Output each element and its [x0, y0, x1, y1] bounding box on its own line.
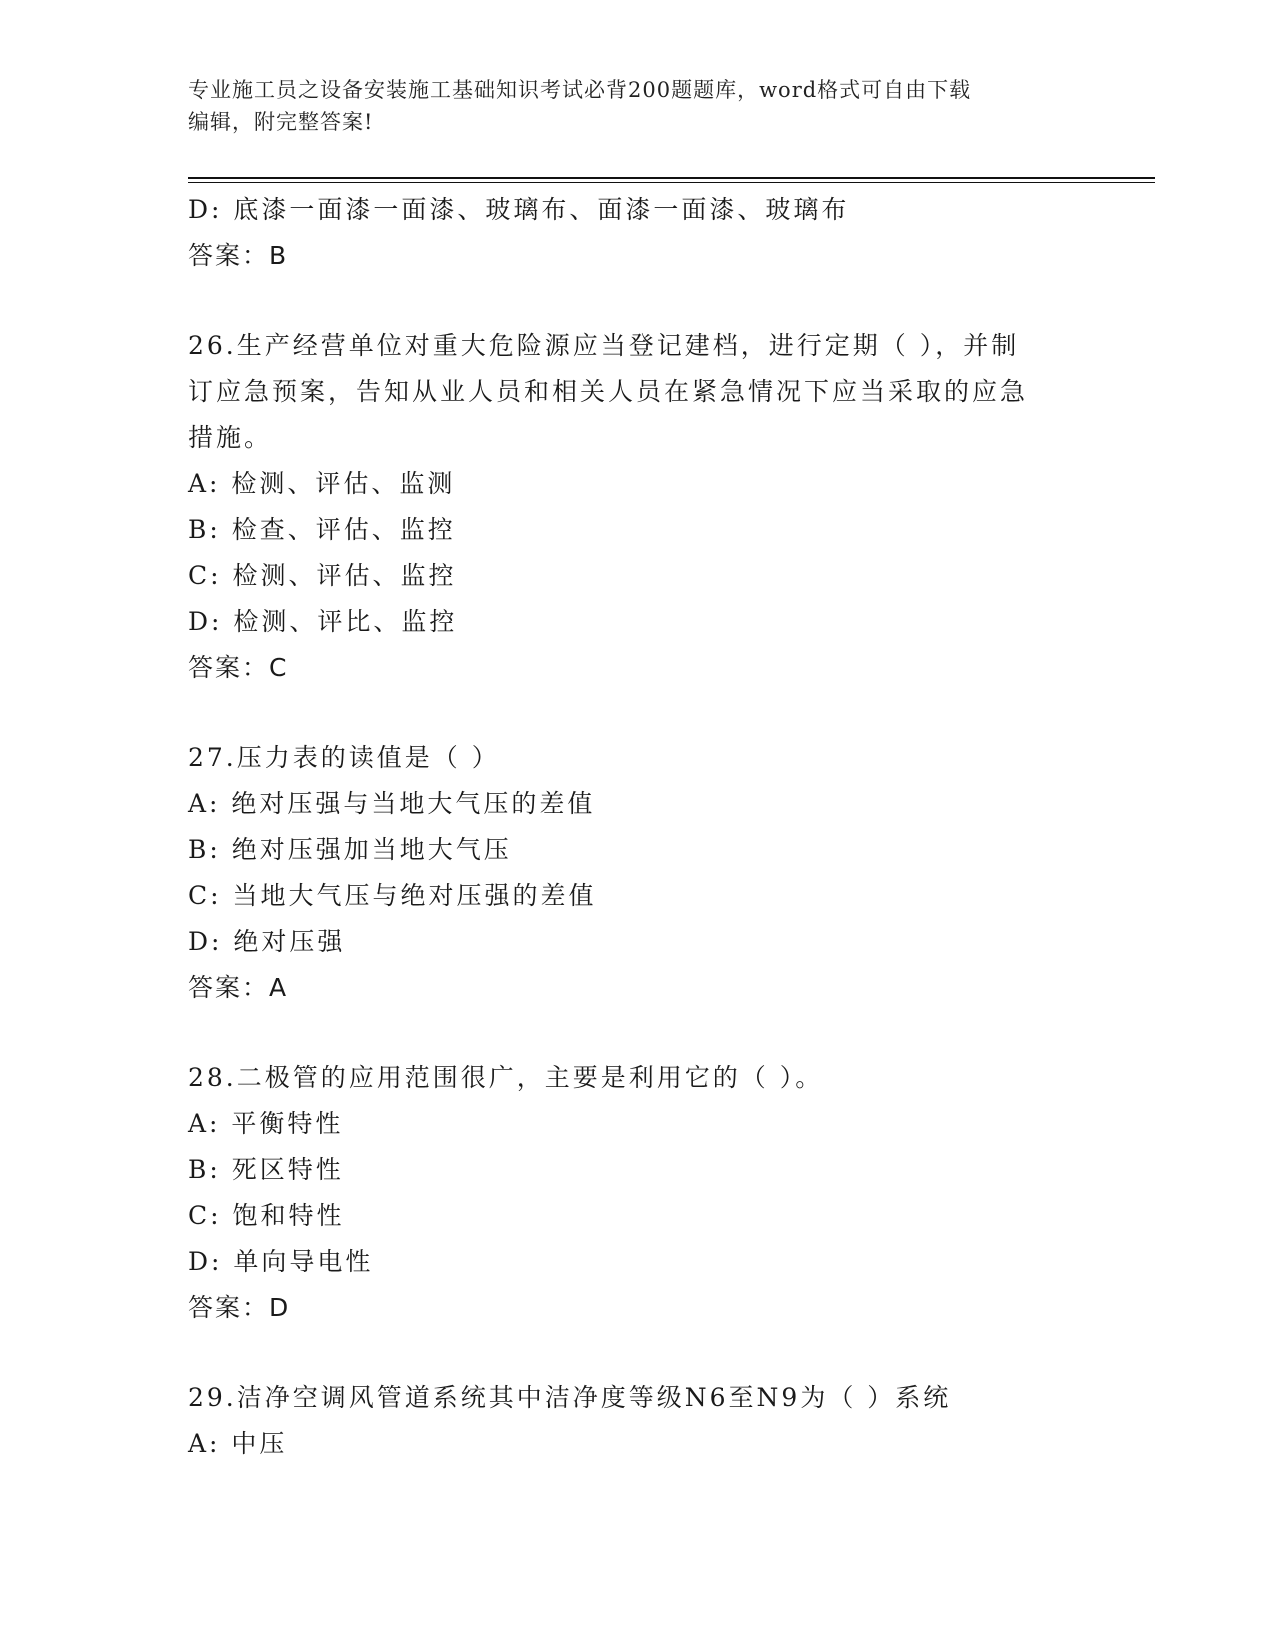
- option-a: A: 平衡特性: [188, 1109, 344, 1138]
- question-25-tail: [188, 187, 1088, 279]
- option-a: A: 绝对压强与当地大气压的差值: [188, 789, 596, 818]
- spacer: [188, 1011, 1088, 1055]
- question-list: [188, 187, 1088, 1467]
- option-a: A: 检测、评估、监测: [188, 469, 456, 498]
- answer-line: 答案：C: [188, 653, 289, 682]
- option-b: B: 检查、评估、监控: [188, 515, 456, 544]
- option-d: D: 检测、评比、监控: [188, 607, 458, 636]
- answer-line: 答案：D: [188, 1293, 291, 1322]
- question-stem-line: 措施。: [188, 423, 273, 452]
- question-stem-line: 27.压力表的读值是（ ）: [188, 743, 500, 772]
- option-a: A: 中压: [188, 1429, 288, 1458]
- question-stem-line: 26.生产经营单位对重大危险源应当登记建档，进行定期（ ），并制: [188, 331, 1020, 360]
- spacer: [188, 1331, 1088, 1375]
- option-d: D: 绝对压强: [188, 927, 346, 956]
- question-28: [188, 1055, 1088, 1331]
- question-stem-line: 29.洁净空调风管道系统其中洁净度等级N6至N9为（ ）系统: [188, 1383, 952, 1412]
- option-d: D: 底漆一面漆一面漆、玻璃布、面漆一面漆、玻璃布: [188, 195, 850, 224]
- option-c: C: 当地大气压与绝对压强的差值: [188, 881, 597, 910]
- question-29: [188, 1375, 1088, 1467]
- header-divider-thin: [188, 182, 1155, 183]
- option-c: C: 检测、评估、监控: [188, 561, 457, 590]
- spacer: [188, 279, 1088, 323]
- header-line-2: 编辑，附完整答案!: [188, 110, 374, 134]
- option-c: C: 饱和特性: [188, 1201, 345, 1230]
- answer-line: 答案：B: [188, 241, 289, 270]
- option-d: D: 单向导电性: [188, 1247, 374, 1276]
- option-b: B: 死区特性: [188, 1155, 344, 1184]
- document-header: [188, 74, 1068, 138]
- question-stem-line: 28.二极管的应用范围很广，主要是利用它的（ ）。: [188, 1063, 824, 1092]
- question-27: [188, 735, 1088, 1011]
- question-26: [188, 323, 1088, 691]
- answer-line: 答案：A: [188, 973, 289, 1002]
- option-b: B: 绝对压强加当地大气压: [188, 835, 512, 864]
- question-stem-line: 订应急预案，告知从业人员和相关人员在紧急情况下应当采取的应急: [188, 377, 1029, 406]
- header-divider-thick: [188, 177, 1155, 179]
- header-line-1: 专业施工员之设备安装施工基础知识考试必背200题题库，word格式可自由下载: [188, 78, 972, 102]
- spacer: [188, 691, 1088, 735]
